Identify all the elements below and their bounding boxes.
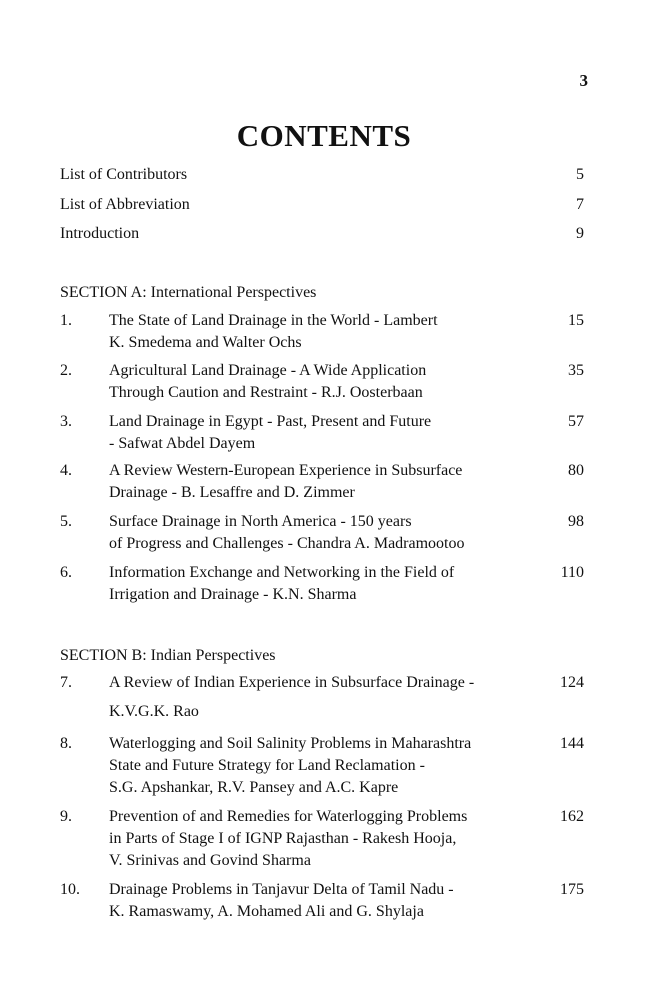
toc-entry-line: Prevention of and Remedies for Waterlogging Problems bbox=[109, 808, 468, 825]
toc-page-number: 175 bbox=[560, 881, 584, 898]
toc-entry-line: V. Srinivas and Govind Sharma bbox=[109, 852, 311, 869]
toc-entry-line: Information Exchange and Networking in the Field of bbox=[109, 564, 455, 581]
toc-page-number: 162 bbox=[560, 808, 584, 825]
toc-entry-line: A Review Western-European Experience in Subsurface bbox=[109, 462, 463, 479]
toc-entry-text bbox=[109, 360, 509, 404]
toc-page-number: 110 bbox=[560, 564, 584, 581]
toc-entry-number: 1. bbox=[60, 312, 72, 329]
toc-page-number: 80 bbox=[568, 462, 584, 479]
toc-entry-text bbox=[109, 411, 509, 455]
toc-entry-line: in Parts of Stage I of IGNP Rajasthan - Rakesh Hooja, bbox=[109, 830, 457, 847]
toc-page-number: 5 bbox=[576, 166, 584, 183]
toc-entry-line: State and Future Strategy for Land Reclamation - bbox=[109, 757, 425, 774]
toc-entry-text bbox=[109, 562, 509, 606]
toc-page-number: 15 bbox=[568, 312, 584, 329]
toc-entry-number: 9. bbox=[60, 808, 72, 825]
toc-entry-text bbox=[109, 672, 509, 723]
toc-page-number: 7 bbox=[576, 196, 584, 213]
toc-entry-text bbox=[109, 879, 509, 923]
toc-entry-line: Waterlogging and Soil Salinity Problems in Maharashtra bbox=[109, 735, 472, 752]
toc-page-number: 35 bbox=[568, 362, 584, 379]
toc-entry-text bbox=[109, 460, 509, 504]
toc-entry-text bbox=[109, 733, 509, 799]
toc-entry-number: 10. bbox=[60, 881, 80, 898]
toc-entry-number: 3. bbox=[60, 413, 72, 430]
toc-page-number: 144 bbox=[560, 735, 584, 752]
page-title: CONTENTS bbox=[236, 118, 412, 153]
toc-entry-number: 2. bbox=[60, 362, 72, 379]
toc-entry-title: Introduction bbox=[60, 225, 140, 242]
toc-entry-text bbox=[109, 511, 509, 555]
toc-entry-title: List of Contributors bbox=[60, 166, 188, 183]
toc-entry-number: 5. bbox=[60, 513, 72, 530]
toc-entry-line: The State of Land Drainage in the World - Lambert bbox=[109, 312, 438, 329]
toc-entry-line: Irrigation and Drainage - K.N. Sharma bbox=[109, 586, 357, 603]
toc-page-number: 9 bbox=[576, 225, 584, 242]
toc-entry-line: Drainage - B. Lesaffre and D. Zimmer bbox=[109, 484, 355, 501]
toc-entry-line: A Review of Indian Experience in Subsurface Drainage - bbox=[109, 674, 475, 691]
page-number: 3 bbox=[579, 71, 588, 90]
toc-page-number: 57 bbox=[568, 413, 584, 430]
toc-entry-text bbox=[109, 310, 509, 354]
toc-page-number: 98 bbox=[568, 513, 584, 530]
toc-entry-line: Land Drainage in Egypt - Past, Present and Future bbox=[109, 413, 432, 430]
toc-entry-line: K. Ramaswamy, A. Mohamed Ali and G. Shylaja bbox=[109, 903, 424, 920]
toc-entry-line: Through Caution and Restraint - R.J. Oosterbaan bbox=[109, 384, 423, 401]
toc-entry-line: Agricultural Land Drainage - A Wide Application bbox=[109, 362, 427, 379]
toc-page-number: 124 bbox=[560, 674, 584, 691]
toc-entry-line: K.V.G.K. Rao bbox=[109, 703, 199, 720]
section-heading-text: SECTION A: International Perspectives bbox=[60, 284, 317, 301]
toc-entry-line: S.G. Apshankar, R.V. Pansey and A.C. Kapre bbox=[109, 779, 399, 796]
toc-entry-line: Surface Drainage in North America - 150 years bbox=[109, 513, 412, 530]
section-heading-text: SECTION B: Indian Perspectives bbox=[60, 647, 276, 664]
toc-entry-number: 4. bbox=[60, 462, 72, 479]
toc-entry-number: 6. bbox=[60, 564, 72, 581]
toc-entry-line: - Safwat Abdel Dayem bbox=[109, 435, 256, 452]
toc-entry-text bbox=[109, 806, 509, 872]
toc-entry-line: of Progress and Challenges - Chandra A. Madramootoo bbox=[109, 535, 465, 552]
toc-entry-number: 7. bbox=[60, 674, 72, 691]
toc-entry-line: K. Smedema and Walter Ochs bbox=[109, 334, 302, 351]
toc-entry-number: 8. bbox=[60, 735, 72, 752]
toc-entry-title: List of Abbreviation bbox=[60, 196, 190, 213]
toc-entry-line: Drainage Problems in Tanjavur Delta of Tamil Nadu - bbox=[109, 881, 454, 898]
